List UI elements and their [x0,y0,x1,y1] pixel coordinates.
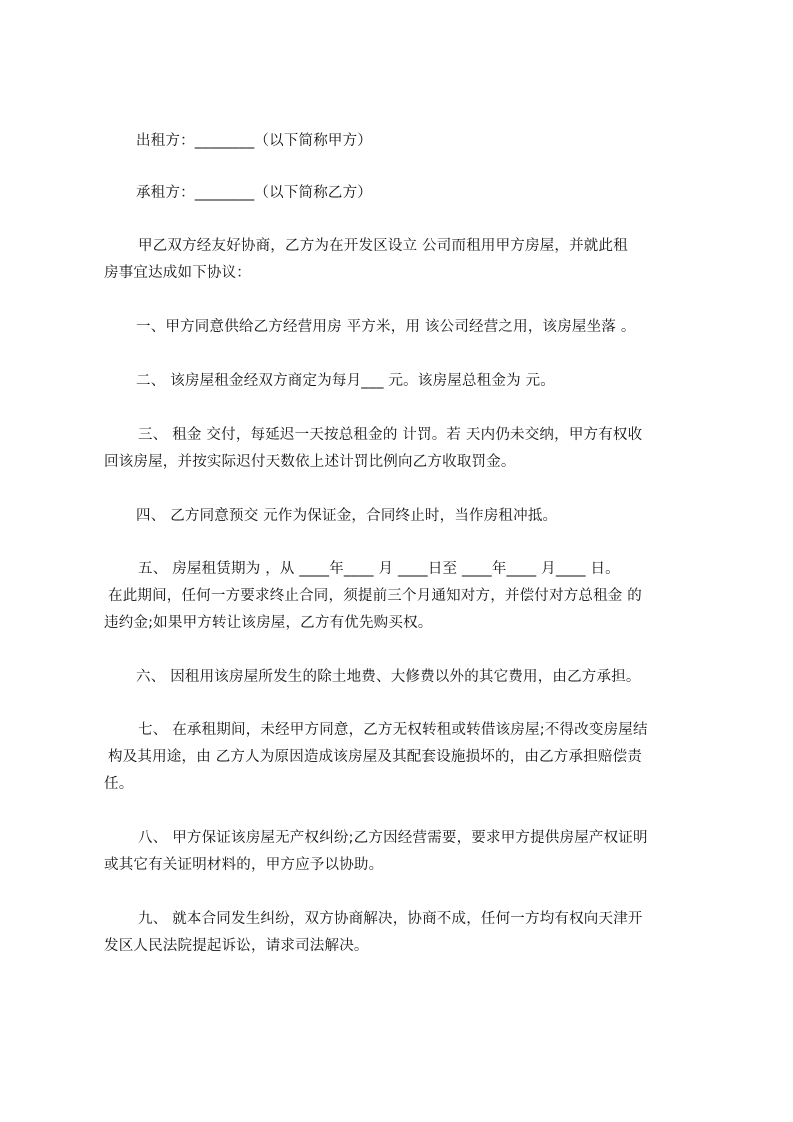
clause-8-line-2: 或其它有关证明材料的，甲方应予以协助。 [104,857,384,873]
clause-9-line-1: 九、 就本合同发生纠纷，双方协商解决，协商不成，任何一方均有权向天津开 [138,911,643,927]
clause-6-line-1: 六、 因租用该房屋所发生的除土地费、大修费以外的其它费用，由乙方承担。 [136,669,641,685]
clause-5-line-1: 五、 房屋租赁期为 ，从 ____年____ 月 ____日至 ____年____ 月____ 日。 [138,561,620,577]
lessor-line: 出租方：________（以下简称甲方） [136,133,372,149]
clause-8-line-1: 八、 甲方保证该房屋无产权纠纷;乙方因经营需要，要求甲方提供房屋产权证明 [138,830,648,846]
clause-1-line-1: 一、甲方同意供给乙方经营用房 平方米，用 该公司经营之用，该房屋坐落 。 [136,319,636,335]
intro-line-1: 甲乙双方经友好协商，乙方为在开发区设立 公司而租用甲方房屋，并就此租 [138,238,628,254]
clause-3-line-2: 回该房屋，并按实际迟付天数依上述计罚比例向乙方收取罚金。 [104,454,516,470]
clause-7-line-3: 任。 [104,776,134,792]
clause-9-line-2: 发区人民法院提起诉讼，请求司法解决。 [104,938,369,954]
lessee-line: 承租方：________（以下简称乙方） [136,185,372,201]
clause-7-line-1: 七、 在承租期间，未经甲方同意，乙方无权转租或转借该房屋;不得改变房屋结 [138,722,648,738]
clause-3-line-1: 三、 租金 交付，每延迟一天按总租金的 计罚。若 天内仍未交纳，甲方有权收 [138,427,643,443]
clause-7-line-2: 构及其用途，由 乙方人为原因造成该房屋及其配套设施损坏的，由乙方承担赔偿责 [108,749,643,765]
intro-line-2: 房事宜达成如下协议： [104,265,251,281]
clause-4-line-1: 四、 乙方同意预交 元作为保证金，合同终止时，当作房租冲抵。 [136,508,558,524]
clause-2-line-1: 二、 该房屋租金经双方商定为每月___ 元。该房屋总租金为 元。 [136,373,555,389]
clause-5-line-3: 违约金;如果甲方转让该房屋，乙方有优先购买权。 [104,615,433,631]
clause-5-line-2: 在此期间，任何一方要求终止合同，须提前三个月通知对方，并偿付对方总租金 的 [108,588,643,604]
